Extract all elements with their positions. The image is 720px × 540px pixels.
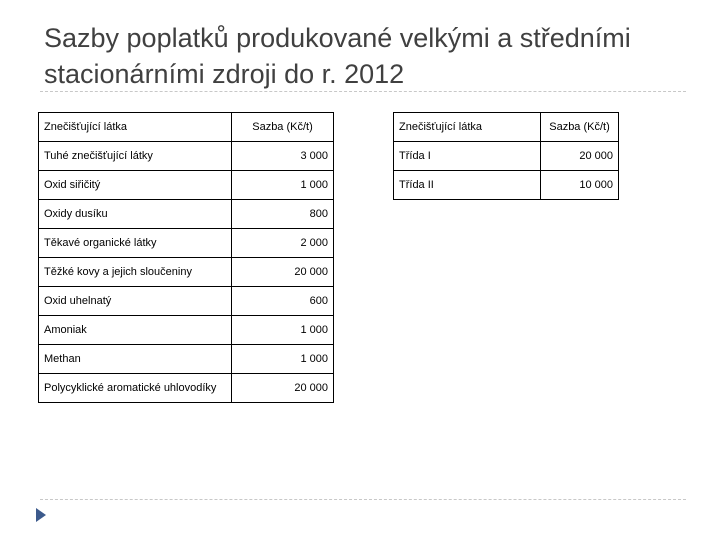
table-row [39, 258, 334, 287]
table-header-row [39, 113, 334, 142]
table-row [39, 287, 334, 316]
column-header-pollutant: Znečišťující látka [394, 113, 541, 142]
table-row [39, 229, 334, 258]
pollutant-cell: Oxid siřičitý [39, 171, 232, 200]
table-row [39, 171, 334, 200]
rate-cell: 800 [232, 200, 334, 229]
table-row [39, 316, 334, 345]
rate-cell: 20 000 [232, 374, 334, 403]
table-header-row [394, 113, 619, 142]
rate-cell: 20 000 [541, 142, 619, 171]
pollutant-cell: Oxidy dusíku [39, 200, 232, 229]
rate-cell: 600 [232, 287, 334, 316]
footer-divider [40, 499, 686, 500]
rate-cell: 1 000 [232, 316, 334, 345]
pollutant-rates-table [38, 112, 334, 403]
rate-cell: 3 000 [232, 142, 334, 171]
class-cell: Třída I [394, 142, 541, 171]
pollutant-cell: Polycyklické aromatické uhlovodíky [39, 374, 232, 403]
rate-cell: 1 000 [232, 171, 334, 200]
column-header-pollutant: Znečišťující látka [39, 113, 232, 142]
table-row [39, 200, 334, 229]
table-row [39, 374, 334, 403]
pollutant-cell: Amoniak [39, 316, 232, 345]
table-row [39, 142, 334, 171]
table-row [394, 171, 619, 200]
rate-cell: 2 000 [232, 229, 334, 258]
rate-cell: 20 000 [232, 258, 334, 287]
triangle-bullet-icon [36, 508, 46, 522]
pollutant-cell: Methan [39, 345, 232, 374]
title-divider [40, 91, 686, 92]
rate-cell: 1 000 [232, 345, 334, 374]
class-rates-table [393, 112, 619, 200]
table-row [39, 345, 334, 374]
page-title: Sazby poplatků produkované velkými a středními stacionárními zdroji do r. 2012 [44, 23, 631, 89]
table-row [394, 142, 619, 171]
pollutant-cell: Oxid uhelnatý [39, 287, 232, 316]
pollutant-cell: Tuhé znečišťující látky [39, 142, 232, 171]
class-cell: Třída II [394, 171, 541, 200]
pollutant-cell: Těžké kovy a jejich sloučeniny [39, 258, 232, 287]
column-header-rate: Sazba (Kč/t) [541, 113, 619, 142]
rate-cell: 10 000 [541, 171, 619, 200]
pollutant-cell: Těkavé organické látky [39, 229, 232, 258]
column-header-rate: Sazba (Kč/t) [232, 113, 334, 142]
